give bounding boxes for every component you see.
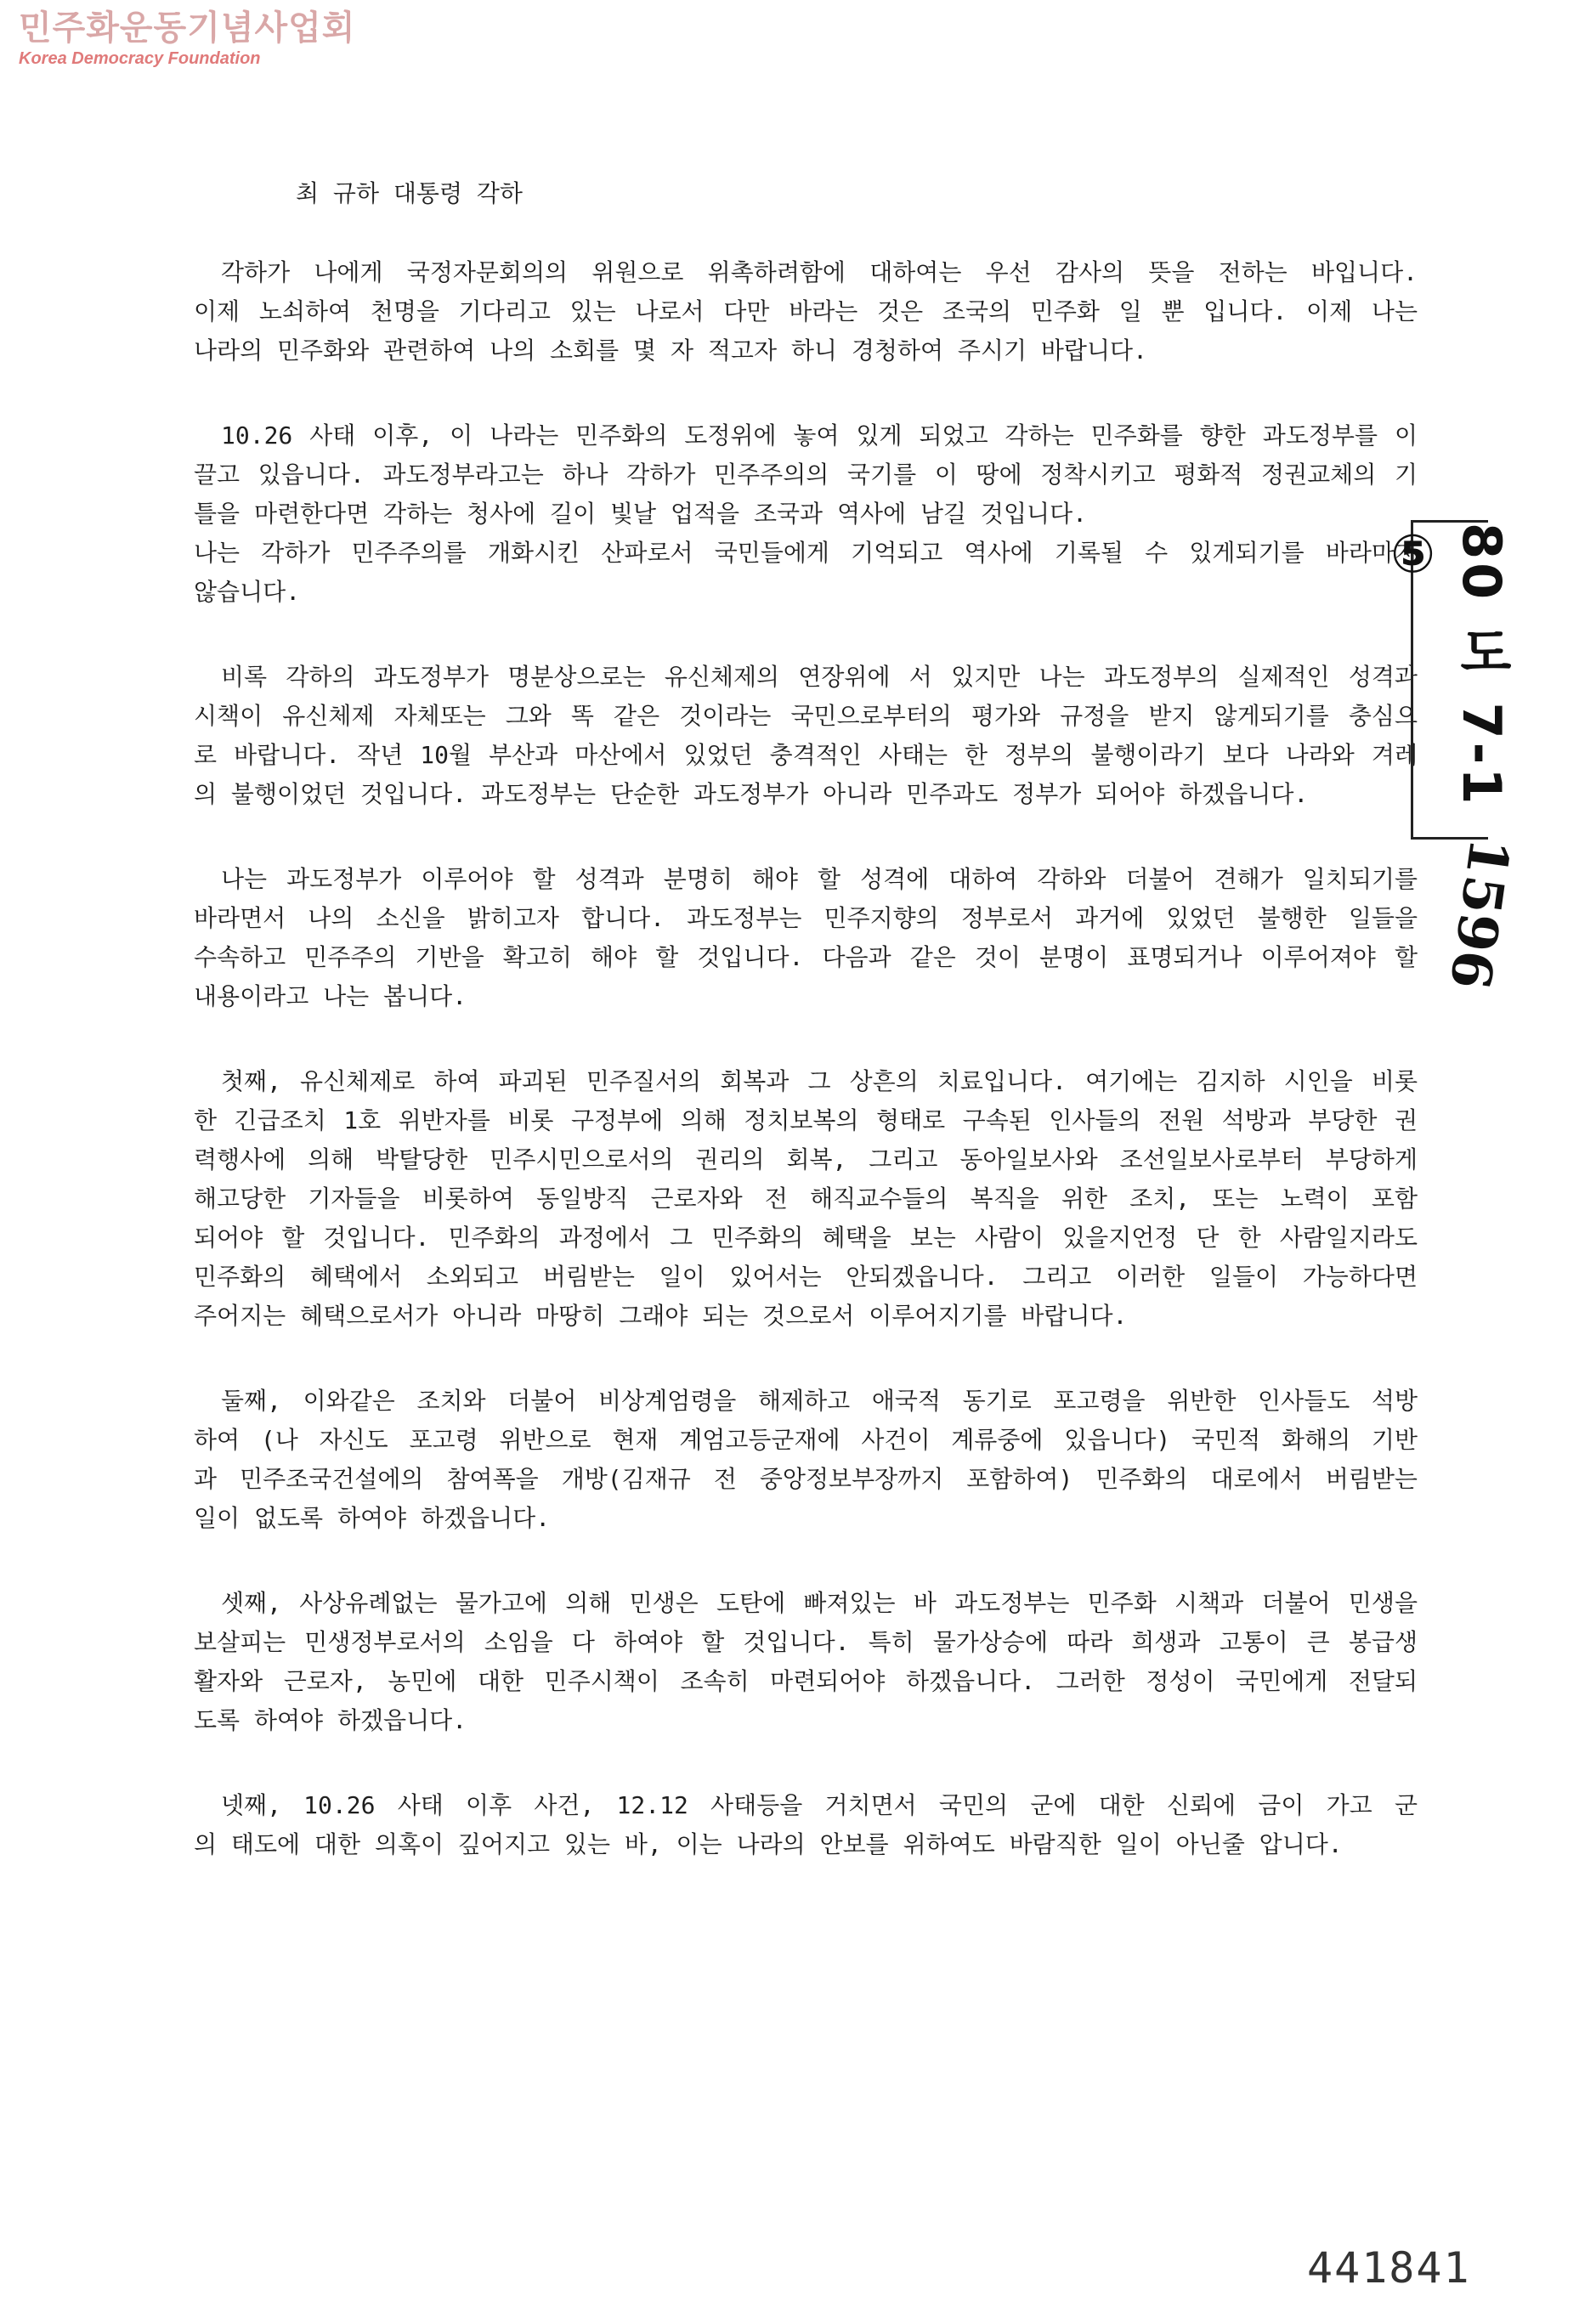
foundation-watermark	[19, 8, 355, 68]
text-line: 나는 각하가 민주주의를 개화시킨 산파로서 국민들에게 기억되고 역사에 기록될 수 있게되기를 바라마지	[194, 539, 1418, 567]
text-line: 활자와 근로자, 농민에 대한 민주시책이 조속히 마련되어야 하겠읍니다. 그러한 정성이 국민에게 전달되	[194, 1667, 1418, 1695]
watermark-subtitle: Korea Democracy Foundation	[19, 49, 261, 68]
text-line: 의 태도에 대한 의혹이 깊어지고 있는 바, 이는 나라의 안보를 위하여도 바람직한 일이 아닌줄 압니다.	[194, 1830, 1343, 1858]
paragraph-4	[194, 860, 1418, 1016]
letter-body	[194, 177, 1418, 1898]
paragraph-1	[194, 253, 1418, 370]
text-line: 않습니다.	[194, 578, 301, 606]
text-line: 한 긴급조치 1호 위반자를 비롯 구정부에 의해 정치보복의 형태로 구속된 인사들의 전원 석방과 부당한 권	[194, 1106, 1418, 1134]
text-line: 과 민주조국건설에의 참여폭을 개방(김재규 전 중앙정보부장까지 포함하여) 민주화의 대로에서 버림받는	[194, 1465, 1418, 1493]
text-line: 10.26 사태 이후, 이 나라는 민주화의 도정위에 놓여 있게 되었고 각하는 민주화를 향한 과도정부를 이	[221, 421, 1418, 450]
text-line: 내용이라고 나는 봅니다.	[194, 982, 467, 1010]
text-line: 나라의 민주화와 관련하여 나의 소회를 몇 자 적고자 하니 경청하여 주시기 바랍니다.	[194, 336, 1147, 365]
text-line: 나는 과도정부가 이루어야 할 성격과 분명히 해야 할 성격에 대하여 각하와 더불어 견해가 일치되기를	[221, 865, 1418, 893]
paragraph-5	[194, 1062, 1418, 1336]
paragraph-3	[194, 658, 1418, 814]
text-line: 시책이 유신체제 자체또는 그와 똑 같은 것이라는 국민으로부터의 평가와 규정을 받지 않게되기를 충심으	[194, 702, 1418, 730]
text-line: 끌고 있읍니다. 과도정부라고는 하나 각하가 민주주의의 국기를 이 땅에 정착시키고 평화적 정권교체의 기	[194, 461, 1418, 489]
text-line: 하여 (나 자신도 포고령 위반으로 현재 계엄고등군재에 사건이 계류중에 있읍니다) 국민적 화해의 기반	[194, 1426, 1418, 1454]
text-line: 틀을 마련한다면 각하는 청사에 길이 빛날 업적을 조국과 역사에 남길 것입니다.	[194, 500, 1087, 528]
archive-stamp-text: 80 도 7-1 ⑤	[1382, 523, 1513, 808]
paragraph-7	[194, 1584, 1418, 1740]
text-line: 일이 없도록 하여야 하겠읍니다.	[194, 1504, 551, 1532]
text-line: 바라면서 나의 소신을 밝히고자 합니다. 과도정부는 민주지향의 정부로서 과거에 있었던 불행한 일들을	[194, 904, 1418, 932]
letter-salutation: 최 규하 대통령 각하	[296, 179, 523, 207]
text-line: 로 바랍니다. 작년 10월 부산과 마산에서 있었던 충격적인 사태는 한 정부의 불행이라기 보다 나라와 겨레	[194, 741, 1418, 769]
text-line: 둘째, 이와같은 조치와 더불어 비상계엄령을 해제하고 애국적 동기로 포고령을 위반한 인사들도 석방	[221, 1387, 1418, 1415]
text-line: 되어야 할 것입니다. 민주화의 과정에서 그 민주화의 혜택을 보는 사람이 있을지언정 단 한 사람일지라도	[194, 1224, 1418, 1252]
text-line: 력행사에 의해 박탈당한 민주시민으로서의 권리의 회복, 그리고 동아일보사와 조선일보사로부터 부당하게	[194, 1145, 1418, 1173]
text-line: 넷째, 10.26 사태 이후 사건, 12.12 사태등을 거치면서 국민의 군에 대한 신뢰에 금이 가고 군	[221, 1791, 1418, 1819]
text-line: 셋째, 사상유례없는 물가고에 의해 민생은 도탄에 빠져있는 바 과도정부는 민주화 시책과 더불어 민생을	[221, 1589, 1418, 1617]
archive-stamp	[1382, 520, 1513, 840]
text-line: 의 불행이었던 것입니다. 과도정부는 단순한 과도정부가 아니라 민주과도 정부가 되어야 하겠읍니다.	[194, 780, 1309, 808]
text-line: 각하가 나에게 국정자문회의의 위원으로 위촉하려함에 대하여는 우선 감사의 뜻을 전하는 바입니다.	[221, 258, 1418, 286]
text-line: 이제 노쇠하여 천명을 기다리고 있는 나로서 다만 바라는 것은 조국의 민주화 일 뿐 입니다. 이제 나는	[194, 297, 1418, 325]
text-line: 주어지는 혜택으로서가 아니라 마땅히 그래야 되는 것으로서 이루어지기를 바랍니다.	[194, 1302, 1128, 1330]
handwritten-number-text: 1596	[1436, 834, 1521, 993]
text-line: 도록 하여야 하겠읍니다.	[194, 1706, 467, 1734]
text-line: 수속하고 민주주의 기반을 확고히 해야 할 것입니다. 다음과 같은 것이 분명이 표명되거나 이루어져야 할	[194, 943, 1418, 971]
watermark-title: 민주화운동기념사업회	[19, 8, 356, 48]
document-id: 441841	[1307, 2243, 1471, 2293]
text-line: 첫째, 유신체제로 하여 파괴된 민주질서의 회복과 그 상흔의 치료입니다. 여기에는 김지하 시인을 비롯	[221, 1067, 1418, 1095]
paragraph-2	[194, 416, 1418, 612]
text-line: 민주화의 혜택에서 소외되고 버림받는 일이 있어서는 안되겠읍니다. 그리고 이러한 일들이 가능하다면	[194, 1263, 1418, 1291]
handwritten-page-number	[1436, 834, 1521, 993]
paragraph-6	[194, 1382, 1418, 1538]
paragraph-8	[194, 1786, 1418, 1864]
text-line: 보살피는 민생정부로서의 소임을 다 하여야 할 것입니다. 특히 물가상승에 따라 희생과 고통이 큰 봉급생	[194, 1628, 1418, 1656]
text-line: 해고당한 기자들을 비롯하여 동일방직 근로자와 전 해직교수들의 복직을 위한 조치, 또는 노력이 포함	[194, 1185, 1418, 1213]
text-line: 비록 각하의 과도정부가 명분상으로는 유신체제의 연장위에 서 있지만 나는 과도정부의 실제적인 성격과	[221, 663, 1418, 691]
